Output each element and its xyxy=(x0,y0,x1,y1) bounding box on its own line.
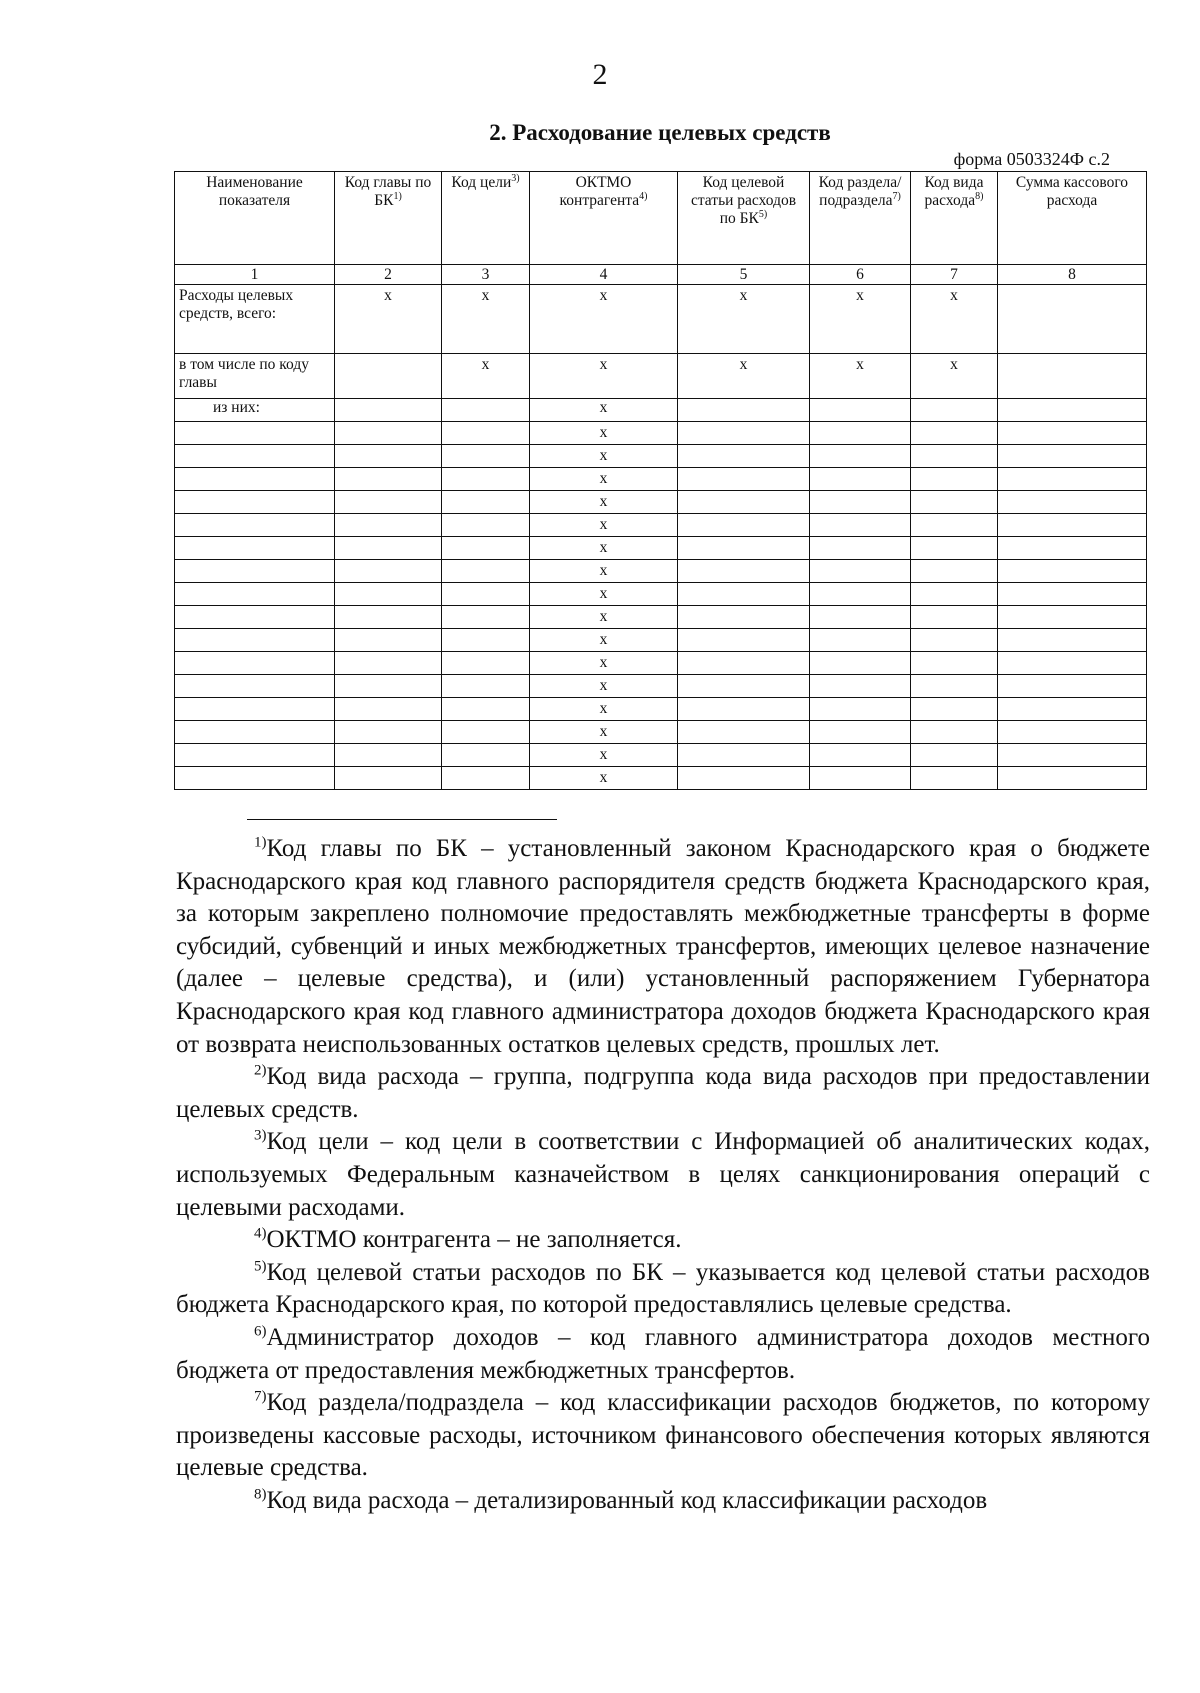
table-cell xyxy=(810,537,911,560)
table-cell xyxy=(911,606,998,629)
row-label: в том числе по коду главы xyxy=(175,354,335,399)
table-cell: x xyxy=(678,354,810,399)
table-cell: x xyxy=(530,767,678,790)
table-cell xyxy=(911,491,998,514)
table-cell xyxy=(810,675,911,698)
table-cell xyxy=(911,675,998,698)
table-cell xyxy=(175,698,335,721)
table-cell xyxy=(810,767,911,790)
header-cell-chapter-code: Код главы по БК$^{1)}$ xyxy=(335,172,442,265)
table-cell xyxy=(175,652,335,675)
table-cell xyxy=(442,468,530,491)
table-row xyxy=(175,422,1147,445)
table-row-of-which xyxy=(175,399,1147,422)
table-cell xyxy=(998,285,1147,354)
table-cell xyxy=(442,652,530,675)
table-cell xyxy=(678,629,810,652)
table-cell xyxy=(810,606,911,629)
table-cell xyxy=(442,675,530,698)
table-cell xyxy=(678,721,810,744)
table-cell xyxy=(911,537,998,560)
table-cell xyxy=(998,606,1147,629)
table-cell xyxy=(678,744,810,767)
table-cell xyxy=(678,583,810,606)
table-cell xyxy=(175,744,335,767)
footnote-6: $^{6)}$Администратор доходов – код главного администратора доходов местного бюджета от предоставления межбюджетных трансфертов. xyxy=(176,1323,1150,1384)
table-cell xyxy=(175,721,335,744)
table-row xyxy=(175,675,1147,698)
table-cell xyxy=(175,445,335,468)
footnote-2: $^{2)}$Код вида расхода – группа, подгруппа кода вида расходов при предоставлении целевых средств. xyxy=(176,1062,1150,1123)
table-cell xyxy=(335,468,442,491)
table-row-total xyxy=(175,285,1147,354)
table-cell xyxy=(335,744,442,767)
table-cell xyxy=(998,537,1147,560)
table-row xyxy=(175,491,1147,514)
header-row xyxy=(175,172,1147,265)
footnote-7: $^{7)}$Код раздела/подраздела – код классификации расходов бюджетов, по которому произведены кассовые расходы, источником финансового обеспечения которых являются целевые средства. xyxy=(176,1388,1150,1482)
footnote-1: $^{1)}$Код главы по БК – установленный законом Краснодарского края о бюджете Краснодарского края код главного распорядителя средств бюджета Краснодарского края, за которым закреплено полномочие предоставлять межбюджетные трансферты в форме субсидий, субвенций и иных межбюджетных трансфертов, имеющих целевое назначение (далее – целевые средства), и (или) установленный распоряжением Губернатора Краснодарского края код главного администратора доходов бюджета Краснодарского края от возврата неиспользованных остатков целевых средств, прошлых лет. xyxy=(176,834,1150,1058)
table-cell xyxy=(998,583,1147,606)
table-cell xyxy=(911,560,998,583)
table-cell: x xyxy=(530,422,678,445)
table-cell: x xyxy=(530,445,678,468)
table-cell xyxy=(175,583,335,606)
table-cell xyxy=(175,468,335,491)
table-cell xyxy=(810,744,911,767)
table-cell xyxy=(442,744,530,767)
column-number: 5 xyxy=(678,265,810,285)
table-cell xyxy=(998,767,1147,790)
table-cell xyxy=(335,767,442,790)
table-cell xyxy=(911,422,998,445)
table-cell: x xyxy=(911,354,998,399)
table-cell xyxy=(678,399,810,422)
table-cell: x xyxy=(335,285,442,354)
table-cell xyxy=(335,652,442,675)
table-cell xyxy=(442,560,530,583)
table-cell xyxy=(911,721,998,744)
table-cell xyxy=(810,698,911,721)
table-row xyxy=(175,537,1147,560)
table-cell xyxy=(442,514,530,537)
table-cell xyxy=(678,560,810,583)
table-cell xyxy=(442,422,530,445)
table-cell xyxy=(678,468,810,491)
table-cell: x xyxy=(530,606,678,629)
footnote-3: $^{3)}$Код цели – код цели в соответствии с Информацией об аналитических кодах, используемых Федеральным казначейством в целях санкционирования операций с целевыми расходами. xyxy=(176,1128,1150,1221)
form-code: форма 0503324Ф с.2 xyxy=(953,149,1110,169)
table-row xyxy=(175,698,1147,721)
footnotes xyxy=(176,833,1150,1517)
column-number: 1 xyxy=(175,265,335,285)
table-cell xyxy=(998,445,1147,468)
column-number: 6 xyxy=(810,265,911,285)
table-cell xyxy=(678,514,810,537)
table-cell xyxy=(998,514,1147,537)
table-cell xyxy=(810,399,911,422)
table-cell: x xyxy=(530,537,678,560)
table-cell xyxy=(810,721,911,744)
table-cell xyxy=(335,560,442,583)
table-cell xyxy=(678,445,810,468)
table-row xyxy=(175,629,1147,652)
table-row xyxy=(175,468,1147,491)
table-cell: x xyxy=(530,629,678,652)
table-cell xyxy=(911,629,998,652)
table-cell xyxy=(442,445,530,468)
table-cell xyxy=(335,721,442,744)
table-cell xyxy=(810,560,911,583)
table-cell xyxy=(335,537,442,560)
table-cell xyxy=(442,399,530,422)
table-cell xyxy=(678,537,810,560)
table-cell xyxy=(998,721,1147,744)
table-cell xyxy=(810,514,911,537)
table-cell: x xyxy=(530,285,678,354)
table-row xyxy=(175,652,1147,675)
column-number: 4 xyxy=(530,265,678,285)
table-cell xyxy=(678,652,810,675)
table-cell xyxy=(335,422,442,445)
table-cell xyxy=(175,675,335,698)
table-row-by-chapter xyxy=(175,354,1147,399)
table-cell xyxy=(998,468,1147,491)
table-row xyxy=(175,583,1147,606)
table-cell: x xyxy=(530,583,678,606)
table-cell xyxy=(335,399,442,422)
expenditure-table xyxy=(174,171,1147,790)
header-cell-oktmo: ОКТМО контрагента$^{4)}$ xyxy=(530,172,678,265)
header-cell-expense-type: Код вида расхода$^{8)}$ xyxy=(911,172,998,265)
header-cell-goal-code: Код цели$^{3)}$ xyxy=(442,172,530,265)
table-cell: x xyxy=(678,285,810,354)
table-cell xyxy=(911,652,998,675)
table-cell xyxy=(678,698,810,721)
table-cell xyxy=(911,698,998,721)
table-cell xyxy=(442,537,530,560)
table-cell xyxy=(335,629,442,652)
table-cell: x xyxy=(442,354,530,399)
table-cell xyxy=(911,399,998,422)
column-number: 3 xyxy=(442,265,530,285)
table-cell xyxy=(442,583,530,606)
header-cell-cash-amount: Сумма кассового расхода xyxy=(998,172,1147,265)
table-cell xyxy=(810,445,911,468)
table-row xyxy=(175,767,1147,790)
table-cell xyxy=(911,744,998,767)
table-row xyxy=(175,721,1147,744)
table-cell xyxy=(335,583,442,606)
table-cell xyxy=(175,537,335,560)
table-cell xyxy=(998,652,1147,675)
table-cell xyxy=(998,629,1147,652)
column-number: 2 xyxy=(335,265,442,285)
footnote-4: $^{4)}$ОКТМО контрагента – не заполняется. xyxy=(254,1225,682,1254)
table-cell: x xyxy=(911,285,998,354)
table-cell xyxy=(175,422,335,445)
table-cell: x xyxy=(530,721,678,744)
table-cell xyxy=(810,652,911,675)
table-cell xyxy=(335,491,442,514)
table-cell xyxy=(678,491,810,514)
table-cell: x xyxy=(530,514,678,537)
table-cell xyxy=(175,629,335,652)
row-label: из них: xyxy=(175,399,335,422)
table-cell xyxy=(175,767,335,790)
table-row xyxy=(175,514,1147,537)
table-cell xyxy=(678,606,810,629)
table-cell xyxy=(998,698,1147,721)
table-cell: x xyxy=(530,652,678,675)
footnote-5: $^{5)}$Код целевой статьи расходов по БК – указывается код целевой статьи расходов бюджета Краснодарского края, по которой предоставлялись целевые средства. xyxy=(176,1258,1150,1319)
table-cell xyxy=(998,560,1147,583)
section-title: 2. Расходование целевых средств xyxy=(489,120,831,145)
table-cell: x xyxy=(530,354,678,399)
table-cell xyxy=(335,606,442,629)
table-cell xyxy=(678,422,810,445)
table-cell xyxy=(998,422,1147,445)
table-row xyxy=(175,744,1147,767)
column-number-row xyxy=(175,265,1147,285)
table-cell xyxy=(911,767,998,790)
table-row xyxy=(175,606,1147,629)
table-cell xyxy=(335,675,442,698)
table-cell: x xyxy=(810,354,911,399)
table-cell xyxy=(998,675,1147,698)
table-row xyxy=(175,560,1147,583)
table-cell xyxy=(175,606,335,629)
table-cell xyxy=(911,583,998,606)
header-cell-target-article: Код целевой статьи расходов по БК$^{5)}$ xyxy=(678,172,810,265)
table-cell xyxy=(998,354,1147,399)
table-cell xyxy=(335,698,442,721)
table-cell: x xyxy=(530,468,678,491)
table-cell xyxy=(335,354,442,399)
table-cell: x xyxy=(530,744,678,767)
table-cell xyxy=(678,675,810,698)
table-cell: x xyxy=(530,675,678,698)
table-cell xyxy=(678,767,810,790)
table-cell xyxy=(335,514,442,537)
table-cell xyxy=(442,698,530,721)
table-cell: x xyxy=(530,399,678,422)
table-cell: x xyxy=(810,285,911,354)
table-cell xyxy=(442,491,530,514)
header-cell-name: Наименование показателя xyxy=(175,172,335,265)
table-cell xyxy=(175,491,335,514)
table-cell xyxy=(175,560,335,583)
table-cell xyxy=(810,629,911,652)
column-number: 7 xyxy=(911,265,998,285)
table-row xyxy=(175,445,1147,468)
table-cell: x xyxy=(442,285,530,354)
table-cell xyxy=(810,422,911,445)
table-cell xyxy=(810,583,911,606)
footnote-separator xyxy=(247,819,557,820)
table-cell xyxy=(998,399,1147,422)
table-cell xyxy=(442,721,530,744)
table-cell xyxy=(998,491,1147,514)
table-cell: x xyxy=(530,491,678,514)
table-cell: x xyxy=(530,698,678,721)
header-cell-section-code: Код раздела/ подраздела$^{7)}$ xyxy=(810,172,911,265)
table-cell xyxy=(335,445,442,468)
table-cell xyxy=(810,491,911,514)
table-cell xyxy=(175,514,335,537)
table-cell xyxy=(442,767,530,790)
row-label: Расходы целевых средств, всего: xyxy=(175,285,335,354)
table-cell xyxy=(442,629,530,652)
table-cell xyxy=(911,445,998,468)
footnote-8: $^{8)}$Код вида расхода – детализированный код классификации расходов xyxy=(254,1486,988,1514)
column-number: 8 xyxy=(998,265,1147,285)
table-cell xyxy=(442,606,530,629)
table-cell xyxy=(810,468,911,491)
table-cell: x xyxy=(530,560,678,583)
table-cell xyxy=(998,744,1147,767)
page-number: 2 xyxy=(592,58,608,91)
table-cell xyxy=(911,468,998,491)
table-cell xyxy=(911,514,998,537)
